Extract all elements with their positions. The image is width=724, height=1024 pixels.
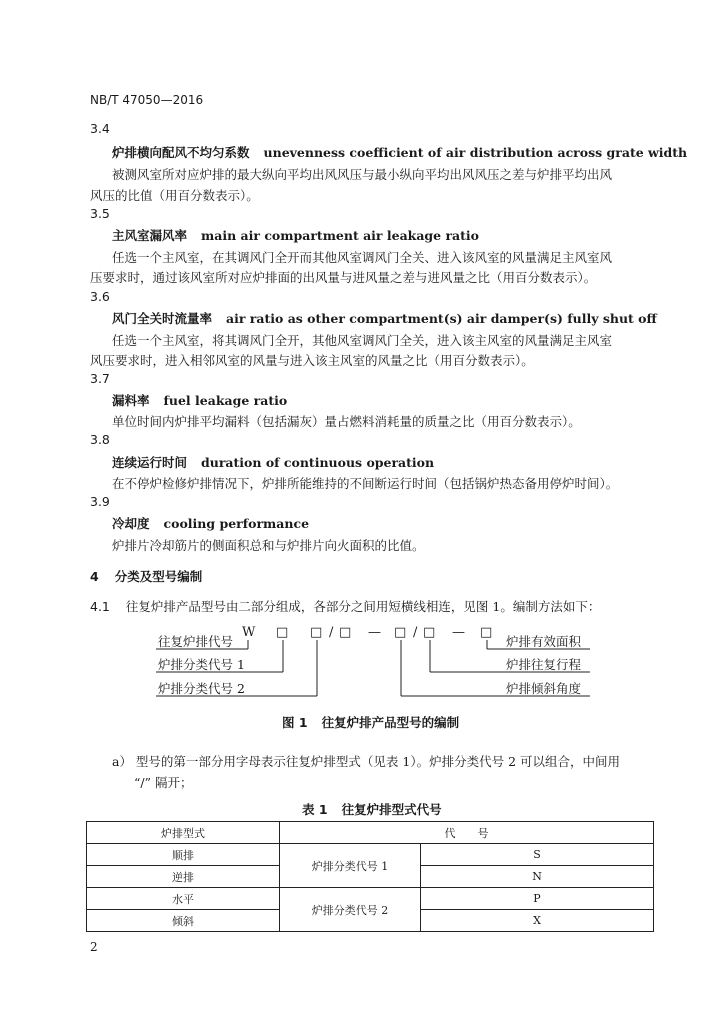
table-header-cell: 炉排型式	[87, 822, 280, 844]
code-box: □	[276, 625, 289, 640]
left-label: 炉排分类代号 2	[158, 681, 245, 696]
term-zh: 漏料率	[112, 393, 150, 408]
term-zh: 风门全关时流量率	[112, 311, 213, 326]
table-header-cell: 代 号	[280, 822, 654, 844]
table-row	[87, 844, 654, 866]
term-zh: 主风室漏风率	[112, 228, 188, 243]
term-en: unevenness coefficient of air distribution across grate width	[263, 145, 688, 160]
code-box: □	[394, 625, 407, 640]
code-slash: /	[413, 625, 418, 640]
term-title	[112, 309, 657, 327]
term-en: air ratio as other compartment(s) air damper(s) fully shut off	[226, 311, 657, 326]
term-en: duration of continuous operation	[201, 455, 435, 470]
figure-title: 往复炉排产品型号的编制	[321, 715, 460, 730]
figure-caption	[282, 713, 459, 731]
code-slash: /	[329, 625, 334, 640]
grate-type-table	[86, 821, 654, 932]
section-heading	[90, 567, 202, 585]
table-caption	[302, 800, 442, 818]
term-zh: 连续运行时间	[112, 455, 188, 470]
table-cell: S	[421, 844, 654, 866]
table-cell: N	[421, 866, 654, 888]
term-title	[112, 453, 434, 471]
term-title	[112, 226, 479, 244]
code-dash: —	[452, 625, 465, 640]
list-item-a-cont: “/” 隔开；	[134, 775, 193, 790]
table-number: 表 1	[302, 802, 328, 817]
table-cell: X	[421, 910, 654, 932]
definition-line: 任选一个主风室，在其调风门全开而其他风室调风门全关、进入该风室的风量满足主风室风	[112, 250, 613, 265]
definition-line: 在不停炉检修炉排情况下，炉排所能维持的不间断运行时间（包括锅炉热态备用停炉时间）。	[112, 476, 619, 491]
table-cell: P	[421, 888, 654, 910]
definition-line: 压要求时，通过该风室所对应炉排面的出风量与进风量之差与进风量之比（用百分数表示）。	[90, 270, 597, 285]
definition-line: 任选一个主风室，将其调风门全开，其他风室调风门全关，进入该主风室的风量满足主风室	[112, 333, 613, 348]
term-zh: 冷却度	[112, 516, 150, 531]
term-en: main air compartment air leakage ratio	[201, 228, 480, 243]
clause-number: 3.5	[90, 206, 110, 221]
term-en: fuel leakage ratio	[163, 393, 288, 408]
table-cell: 炉排分类代号 1	[280, 844, 421, 888]
clause-number: 3.8	[90, 432, 110, 447]
definition-line: 风压的比值（用百分数表示）。	[90, 188, 259, 203]
table-cell: 顺排	[87, 844, 280, 866]
term-title	[112, 391, 287, 409]
term-en: cooling performance	[163, 516, 310, 531]
paragraph-4-1	[90, 597, 600, 615]
code-box: □	[310, 625, 323, 640]
table-row	[87, 888, 654, 910]
clause-number: 3.6	[90, 289, 110, 304]
left-label: 炉排分类代号 1	[158, 657, 245, 672]
table-cell: 倾斜	[87, 910, 280, 932]
right-label: 炉排有效面积	[506, 634, 582, 649]
definition-line: 炉排片冷却筋片的侧面积总和与炉排片向火面积的比值。	[112, 538, 425, 553]
model-code-diagram	[150, 618, 610, 714]
term-title	[112, 143, 687, 161]
code-box: □	[339, 625, 352, 640]
definition-line: 风压要求时，进入相邻风室的风量与进入该主风室的风量之比（用百分数表示）。	[90, 353, 534, 368]
section-title: 分类及型号编制	[114, 569, 203, 584]
paragraph-number: 4.1	[90, 599, 110, 614]
definition-line: 单位时间内炉排平均漏料（包括漏灰）量占燃料消耗量的质量之比（用百分数表示）。	[112, 414, 581, 429]
term-title	[112, 514, 309, 532]
left-label: 往复炉排代号	[158, 634, 234, 649]
figure-number: 图 1	[282, 715, 308, 730]
clause-number: 3.7	[90, 371, 110, 386]
list-item-a: a） 型号的第一部分用字母表示往复炉排型式（见表 1）。炉排分类代号 2 可以组合，中间用	[112, 754, 621, 769]
code-box: □	[423, 625, 436, 640]
table-header-row	[87, 822, 654, 844]
code-dash: —	[368, 625, 381, 640]
standard-header: NB/T 47050—2016	[90, 93, 204, 107]
page-number: 2	[90, 940, 98, 954]
table-cell: 逆排	[87, 866, 280, 888]
table-cell: 炉排分类代号 2	[280, 888, 421, 932]
clause-number: 3.9	[90, 494, 110, 509]
paragraph-text: 往复炉排产品型号由二部分组成，各部分之间用短横线相连，见图 1。编制方法如下：	[125, 599, 601, 614]
definition-line: 被测风室所对应炉排的最大纵向平均出风风压与最小纵向平均出风风压之差与炉排平均出风	[112, 167, 613, 182]
table-cell: 水平	[87, 888, 280, 910]
clause-number: 3.4	[90, 121, 110, 136]
section-number: 4	[90, 569, 99, 584]
table-title: 往复炉排型式代号	[341, 802, 442, 817]
right-label: 炉排倾斜角度	[506, 681, 582, 696]
term-zh: 炉排横向配风不均匀系数	[112, 145, 250, 160]
code-letter-w: W	[242, 625, 256, 640]
right-label: 炉排往复行程	[506, 657, 582, 672]
code-box: □	[480, 625, 493, 640]
